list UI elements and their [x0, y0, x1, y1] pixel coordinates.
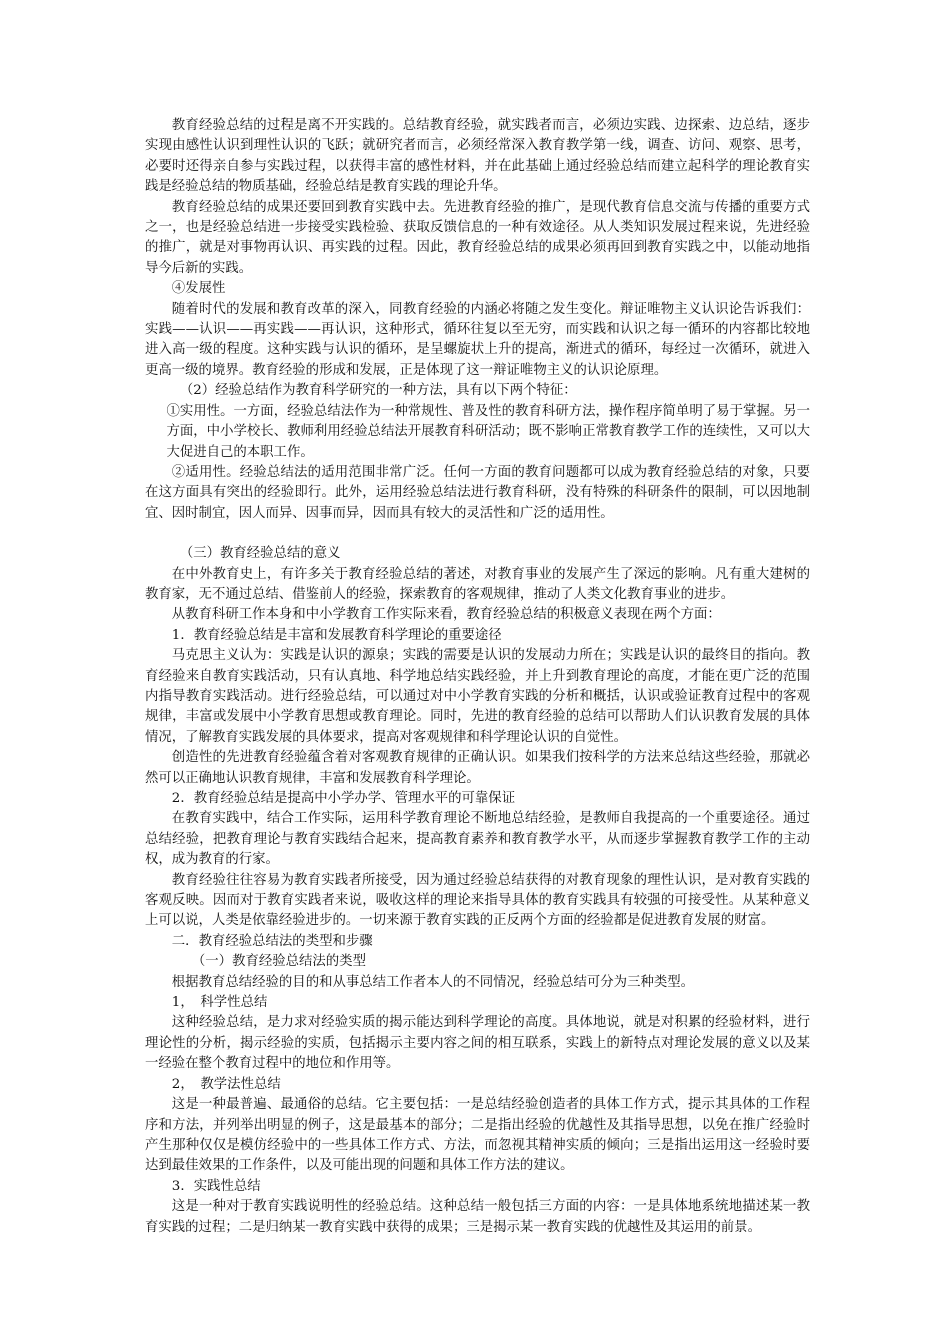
- subheading-practical: 3．实践性总结: [171, 1178, 261, 1194]
- paragraph-three-types: 根据教育总结经验的目的和从事总结工作者本人的不同情况，经验总结可分为三种类型。: [171, 974, 695, 990]
- paragraph-practical: 这是一种对于教育实践说明性的经验总结。这种总结一般包括三方面的内容：一是具体地系统地描述某一教育实践的过程；二是归纳某一教育实践中获得的成果；三是揭示某一教育实践的优越性及其运用的前景。: [145, 1199, 810, 1235]
- paragraph-return-to-practice: 教育经验总结的成果还要回到教育实践中去。先进教育经验的推广，是现代教育信息交流与传播的重要方式之一，也是经验总结进一步接受实践检验、获取反馈信息的一种有效途径。从人类知识发展过程来说，先进经验的推广，就是对事物再认识、再实践的过程。因此，教育经验总结的成果必须再回到教育实践之中，以能动地指导今后新的实践。: [145, 199, 810, 276]
- subheading-theory-path: 1．教育经验总结是丰富和发展教育科学理论的重要途径: [171, 627, 502, 643]
- document-page: [145, 116, 810, 1238]
- section-heading-significance: （三）教育经验总结的意义: [179, 546, 341, 562]
- paragraph-history: 在中外教育史上，有许多关于教育经验总结的著述，对教育事业的发展产生了深远的影响。凡有重大建树的教育家，无不通过总结、借鉴前人的经验，探索教育的客观规律，推动了人类文化教育事业的进步。: [145, 566, 810, 602]
- section-heading-types-steps: 二．教育经验总结法的类型和步骤: [171, 933, 373, 949]
- paragraph-creative-experience: 创造性的先进教育经验蕴含着对客观教育规律的正确认识。如果我们按科学的方法来总结这些经验，那就必然可以正确地认识教育规律，丰富和发展教育科学理论。: [145, 750, 810, 786]
- subheading-method-features: （2）经验总结作为教育科学研究的一种方法，具有以下两个特征：: [179, 383, 577, 399]
- paragraph-applicability: ②适用性。经验总结法的适用范围非常广泛。任何一方面的教育问题都可以成为教育经验总结的对象，只要在这方面具有突出的经验即行。此外，运用经验总结法进行教育科研，没有特殊的科研条件的限制，可以因地制宜、因时制宜，因人而异、因事而异，因而具有较大的灵活性和广泛的适用性。: [145, 464, 810, 521]
- paragraph-pedagogical: 这是一种最普遍、最通俗的总结。它主要包括：一是总结经验创造者的具体工作方式，提示其具体的工作程序和方法，并列举出明显的例子，这是最基本的部分；二是指出经验的优越性及其指导思想，以免在推广经验时产生那种仅仅是模仿经验中的一些具体工作方式、方法，而忽视其精神实质的倾向；三是指出运用这一经验时要达到最佳效果的工作条件，以及可能出现的问题和具体工作方法的建议。: [145, 1097, 810, 1174]
- paragraph-practice-basis: 教育经验总结的过程是离不开实践的。总结教育经验，就实践者而言，必须边实践、边探索、边总结，逐步实现由感性认识到理性认识的飞跃；就研究者而言，必须经常深入教育教学第一线，调查、访问、观察、思考，必要时还得亲自参与实践过程，以获得丰富的感性材料，并在此基础上通过经验总结而建立起科学的理论教育实践是经验总结的物质基础，经验总结是教育实践的理论升华。: [145, 118, 810, 195]
- paragraph-acceptance: 教育经验往往容易为教育实践者所接受，因为通过经验总结获得的对教育现象的理性认识，是对教育实践的客观反映。因而对于教育实践者来说，吸收这样的理论来指导具体的教育实践具有较强的可接受性。从某种意义上可以说，人类是依靠经验进步的。一切来源于教育实践的正反两个方面的经验都是促进教育发展的财富。: [145, 872, 810, 929]
- blank-line: [145, 524, 810, 544]
- subheading-types: （一）教育经验总结法的类型: [191, 954, 366, 970]
- paragraph-practicality: ①实用性。一方面，经验总结法作为一种常规性、普及性的教育科研方法，操作程序简单明了易于掌握。另一方面，中小学校长、教师利用经验总结法开展教育科研活动；既不影响正常教育教学工作的连续性，又可以大大促进自己的本职工作。: [166, 403, 810, 460]
- subheading-pedagogical: 2， 教学法性总结: [171, 1076, 281, 1092]
- paragraph-self-improvement: 在教育实践中，结合工作实际，运用科学教育理论不断地总结经验，是教师自我提高的一个重要途径。通过总结经验，把教育理论与教育实践结合起来，提高教育素养和教育教学水平，从而逐步掌握教育教学工作的主动权，成为教育的行家。: [145, 811, 810, 868]
- paragraph-scientific: 这种经验总结，是力求对经验实质的揭示能达到科学理论的高度。具体地说，就是对积累的经验材料，进行理论性的分析，揭示经验的实质，包括揭示主要内容之间的相互联系，实践上的新特点对理论发展的意义以及某一经验在整个教育过程中的地位和作用等。: [145, 1015, 810, 1072]
- paragraph-two-aspects: 从教育科研工作本身和中小学教育工作实际来看，教育经验总结的积极意义表现在两个方面：: [171, 607, 721, 623]
- paragraph-development: 随着时代的发展和教育改革的深入，同教育经验的内涵必将随之发生变化。辩证唯物主义认识论告诉我们：实践——认识——再实践——再认识，这种形式，循环往复以至无穷，而实践和认识之每一循环的内容都比较地进入高一级的程度。这种实践与认识的循环，是呈螺旋状上升的提高，渐进式的循环，每经过一次循环，就进入更高一级的境界。教育经验的形成和发展，正是体现了这一辩证唯物主义的认识论原理。: [145, 301, 810, 378]
- subheading-management-guarantee: 2．教育经验总结是提高中小学办学、管理水平的可靠保证: [171, 791, 516, 806]
- subheading-development: ④发展性: [171, 281, 226, 297]
- paragraph-marxism: 马克思主义认为：实践是认识的源泉；实践的需要是认识的发展动力所在；实践是认识的最终目的指向。教育经验来自教育实践活动，只有认真地、科学地总结实践经验，并上升到教育理论的高度，才能在更广泛的范围内指导教育实践活动。进行经验总结，可以通过对中小学教育实践的分析和概括，认识或验证教育过程中的客观规律，丰富或发展中小学教育思想或教育理论。同时，先进的教育经验的总结可以帮助人们认识教育发展的具体情况，了解教育实践发展的具体要求，提高对客观规律和科学理论认识的自觉性。: [145, 648, 810, 745]
- subheading-scientific: 1， 科学性总结: [171, 995, 268, 1011]
